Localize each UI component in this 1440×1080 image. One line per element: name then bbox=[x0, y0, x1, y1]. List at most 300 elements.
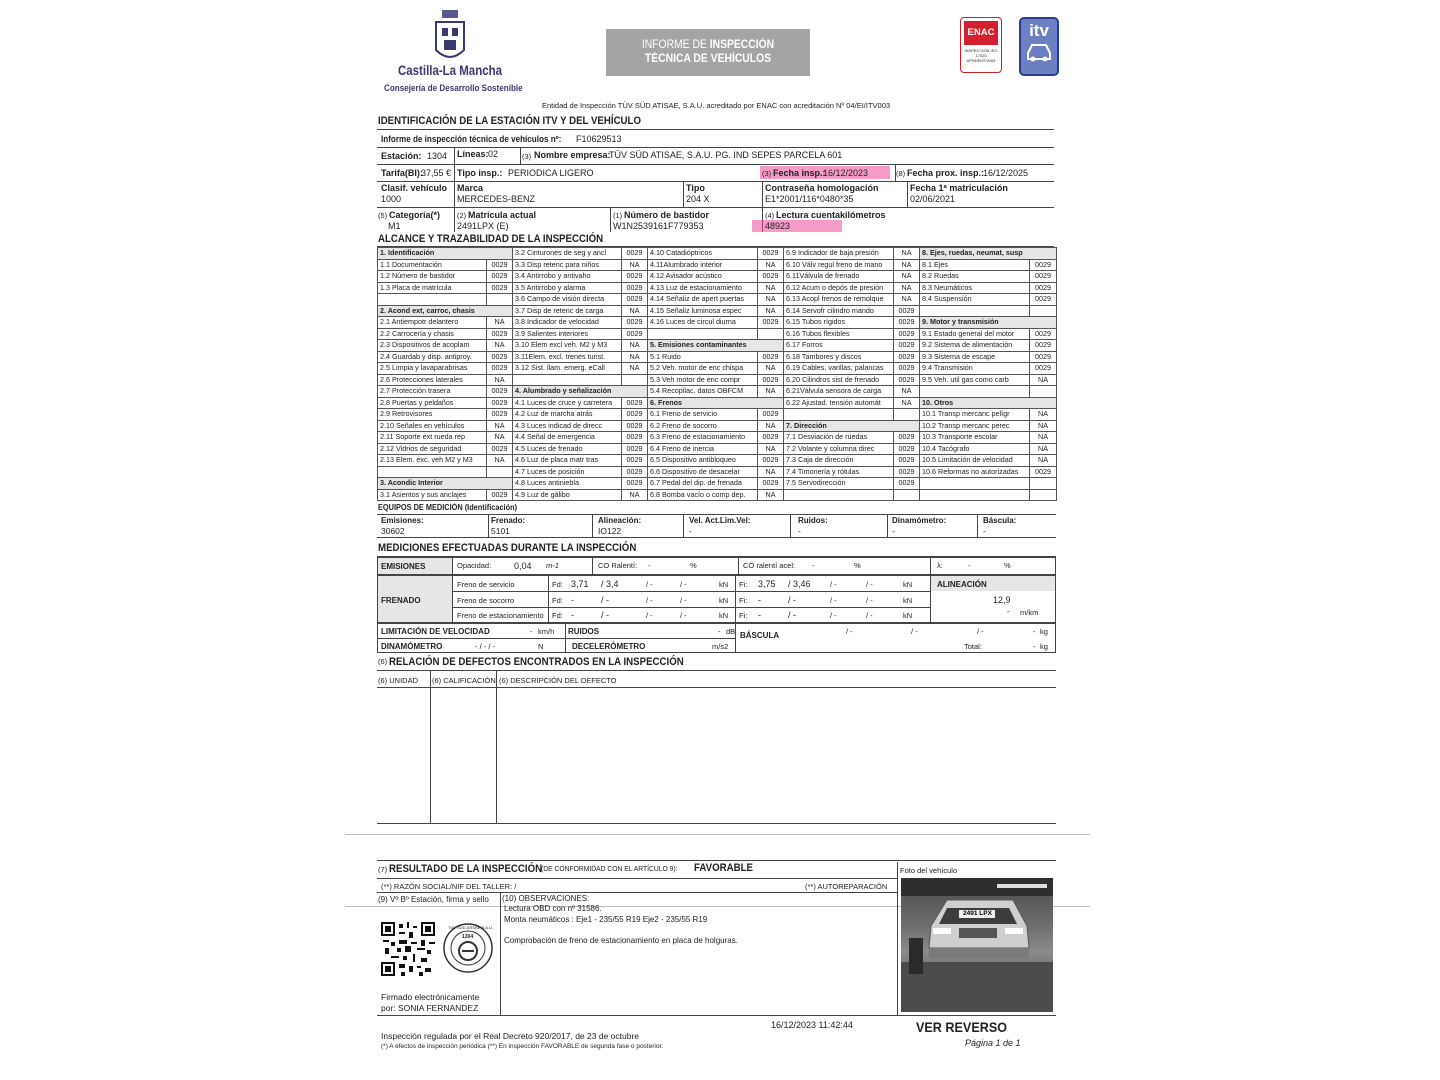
scope-item-label: 6. Frenos bbox=[648, 397, 784, 409]
scope-item-code: NA bbox=[1030, 420, 1057, 432]
bascula-value: / - bbox=[911, 627, 918, 636]
scope-item-label: 4.8 Luces antiniebla bbox=[513, 478, 622, 490]
brake-fi-value-2: / - bbox=[788, 610, 796, 620]
scope-item-code: 0029 bbox=[1030, 282, 1057, 294]
stamp-text: TÜV SÜD ATISAE S.A.U. bbox=[448, 925, 494, 930]
scope-item-label bbox=[648, 328, 758, 340]
scope-item-label: 3.5 Antirrobo y alarma bbox=[513, 282, 622, 294]
equipment-label: Emisiones: bbox=[381, 516, 424, 525]
scope-item-label: 2.8 Puertas y peldaños bbox=[378, 397, 487, 409]
dinamo-value: - / - / - bbox=[475, 642, 495, 651]
co-ralenti-label: CO Ralentí: bbox=[598, 561, 638, 570]
scope-item-label: 6.19 Cables, varillas, palancas bbox=[784, 363, 894, 375]
scope-item-code: NA bbox=[758, 443, 784, 455]
scope-item-label: 2.9 Retrovisores bbox=[378, 409, 487, 421]
scope-item-label: 6.11Válvula de frenado bbox=[784, 271, 894, 283]
scope-item-label: 8.1 Ejes bbox=[920, 259, 1030, 271]
brake-fi-value-4: / - bbox=[866, 580, 873, 589]
scope-row bbox=[378, 478, 1057, 490]
dinamo-label: DINAMÓMETRO bbox=[381, 642, 443, 651]
scope-item-label: 4.5 Luces de frenado bbox=[513, 443, 622, 455]
scope-item-code: 0029 bbox=[1030, 351, 1057, 363]
enac-badge: ENAC bbox=[964, 21, 998, 45]
scope-item-code: 0029 bbox=[487, 271, 513, 283]
page-number: Página 1 de 1 bbox=[965, 1038, 1021, 1048]
scope-item-label: 2.2 Carrocería y chasis bbox=[378, 328, 487, 340]
brake-fi-label: Fi: bbox=[739, 596, 748, 605]
scope-item-label bbox=[784, 409, 894, 421]
scope-item-code: 0029 bbox=[894, 351, 920, 363]
scope-item-code: 0029 bbox=[758, 432, 784, 444]
scope-item-label: 5. Emisiones contaminantes bbox=[648, 340, 784, 352]
equipment-label: Báscula: bbox=[983, 516, 1017, 525]
qr-code-icon bbox=[381, 922, 435, 976]
scope-row bbox=[378, 271, 1057, 283]
scope-item-label bbox=[920, 478, 1030, 490]
obs-label: (10) OBSERVACIONES: bbox=[502, 894, 590, 903]
scope-item-code: 0029 bbox=[487, 489, 513, 501]
enac-logo bbox=[960, 17, 1002, 73]
km-prefix: (4) bbox=[765, 211, 775, 220]
scope-item-code: 0029 bbox=[758, 271, 784, 283]
scope-item-label: 6.9 Indicador de baja presión bbox=[784, 248, 894, 260]
equipment-value: - bbox=[983, 526, 986, 536]
scope-row bbox=[378, 432, 1057, 444]
scope-item-label: 6.16 Tubos flexibles bbox=[784, 328, 894, 340]
clasif-value: 1000 bbox=[381, 194, 402, 204]
brake-fd-value-2: / - bbox=[601, 595, 609, 605]
categoria-prefix: (5) bbox=[378, 211, 388, 220]
fecha-prox-prefix: (8) bbox=[896, 169, 906, 178]
scope-item-label: 4.4 Señal de emergencia bbox=[513, 432, 622, 444]
scope-item-label: 3.8 Indicador de velocidad bbox=[513, 317, 622, 329]
total-value: - bbox=[1033, 642, 1036, 651]
ruidos-value: - bbox=[718, 627, 721, 636]
brake-fi-label: Fi: bbox=[739, 611, 748, 620]
limit-value: - bbox=[530, 627, 533, 636]
matricula-label: Matrícula actual bbox=[468, 210, 537, 220]
scope-row bbox=[378, 397, 1057, 409]
brake-fd-label: Fd: bbox=[552, 596, 563, 605]
scope-item-code: 0029 bbox=[622, 271, 648, 283]
scope-item-label: 9. Motor y transmisión bbox=[920, 317, 1057, 329]
castle-crest-icon bbox=[430, 10, 470, 65]
brake-fi-value-2: / - bbox=[788, 595, 796, 605]
scope-item-label: 6.7 Pedal del dip. de frenada bbox=[648, 478, 758, 490]
itv-label: itv bbox=[1029, 21, 1049, 40]
scope-item-code: 0029 bbox=[622, 248, 648, 260]
total-unit: kg bbox=[1040, 642, 1048, 651]
scope-item-code: NA bbox=[758, 420, 784, 432]
equipment-label: Frenado: bbox=[491, 516, 526, 525]
scope-item-code: 0029 bbox=[622, 328, 648, 340]
equipment-label: Dinamómetro: bbox=[892, 516, 947, 525]
limit-label: LIMITACIÓN DE VELOCIDAD bbox=[381, 627, 490, 636]
tipo-label: Tipo bbox=[686, 183, 705, 193]
bastidor-value: W1N2539161F779353 bbox=[613, 221, 704, 231]
company-prefix: (3) bbox=[522, 152, 532, 161]
scope-item-label: 3.9 Salientes interiores bbox=[513, 328, 622, 340]
brake-fd-unit: kN bbox=[719, 596, 729, 605]
scope-item-code: NA bbox=[622, 351, 648, 363]
measurements-title: MEDICIONES EFECTUADAS DURANTE LA INSPECCIÓN bbox=[378, 542, 637, 554]
scope-item-code: NA bbox=[487, 374, 513, 386]
scope-item-label: 6.18 Tambores y discos bbox=[784, 351, 894, 363]
scope-item-label: 3.3 Disp retenc para niños bbox=[513, 259, 622, 271]
scope-item-label: 8.3 Neumáticos bbox=[920, 282, 1030, 294]
brake-fd-value: - bbox=[571, 595, 574, 605]
scope-item-label: 2.10 Señales en vehículos bbox=[378, 420, 487, 432]
scope-item-code: 0029 bbox=[1030, 328, 1057, 340]
scope-item-code: NA bbox=[487, 317, 513, 329]
scope-item-label: 6.12 Acum o depós de presión bbox=[784, 282, 894, 294]
bascula-value: - bbox=[1033, 627, 1036, 636]
brake-fi-value: - bbox=[758, 595, 761, 605]
scope-item-label: 2.4 Guardab y disp. antiproy. bbox=[378, 351, 487, 363]
scope-item-code: NA bbox=[622, 340, 648, 352]
photo-label: Foto del vehículo bbox=[900, 866, 958, 875]
categoria-value: M1 bbox=[388, 221, 401, 231]
clasif-label: Clasif. vehículo bbox=[381, 183, 448, 193]
alineacion-value: 12,9 bbox=[993, 595, 1011, 605]
result-conformity: (DE CONFORMIDAD CON EL ARTÍCULO 9): bbox=[541, 864, 678, 873]
scope-item-code: NA bbox=[894, 248, 920, 260]
brake-fd-value: - bbox=[571, 610, 574, 620]
equipment-value: IO122 bbox=[598, 526, 622, 536]
contrasena-value: E1*2001/116*0480*35 bbox=[765, 194, 854, 204]
frenado-label: FRENADO bbox=[381, 596, 421, 605]
scope-item-code: 0029 bbox=[1030, 466, 1057, 478]
lines-value: 02 bbox=[488, 149, 499, 159]
scope-item-code: 0029 bbox=[622, 443, 648, 455]
scope-item-code: 0029 bbox=[894, 363, 920, 375]
fecha-prox-value: 16/12/2025 bbox=[983, 168, 1029, 178]
scope-item-label: 3.10 Elem excl veh. M2 y M3 bbox=[513, 340, 622, 352]
scope-item-code: NA bbox=[487, 455, 513, 467]
scope-item-label bbox=[378, 294, 487, 306]
brake-fd-label: Fd: bbox=[552, 580, 563, 589]
scope-item-code: NA bbox=[894, 259, 920, 271]
vehicle-plate: 2491 LPX bbox=[963, 910, 992, 917]
scope-item-label: 7.3 Caja de dirección bbox=[784, 455, 894, 467]
fecha-matric-value: 02/06/2021 bbox=[910, 194, 956, 204]
fecha-matric-label: Fecha 1ª matriculación bbox=[910, 183, 1008, 193]
scope-item-code: 0029 bbox=[622, 397, 648, 409]
equipment-label: Alineación: bbox=[598, 516, 642, 525]
equipment-title: EQUIPOS DE MEDICIÓN (Identificación) bbox=[378, 503, 518, 512]
scope-item-code: NA bbox=[487, 420, 513, 432]
total-label: Total: bbox=[964, 642, 982, 651]
scope-item-label: 1. Identificación bbox=[378, 248, 513, 260]
scope-item-label bbox=[784, 489, 894, 501]
scope-item-label: 8.4 Suspensión bbox=[920, 294, 1030, 306]
scope-row bbox=[378, 305, 1057, 317]
scope-item-code: NA bbox=[1030, 409, 1057, 421]
scope-item-label: 4.14 Señaliz de apert puertas bbox=[648, 294, 758, 306]
brake-fd-label: Fd: bbox=[552, 611, 563, 620]
lambda-label: λ: bbox=[937, 561, 943, 570]
equipment-label: Ruidos: bbox=[798, 516, 828, 525]
scope-item-code bbox=[622, 374, 648, 386]
scope-item-label bbox=[378, 466, 487, 478]
lines-label: Líneas: bbox=[457, 149, 489, 159]
scope-item-code bbox=[1030, 305, 1057, 317]
bascula-unit: kg bbox=[1040, 627, 1048, 636]
fecha-insp-prefix: (3) bbox=[762, 169, 772, 178]
scope-item-code: 0029 bbox=[622, 294, 648, 306]
brake-fi-unit: kN bbox=[903, 596, 913, 605]
scope-item-label: 6.20 Cilindros sist de frenado bbox=[784, 374, 894, 386]
scope-row bbox=[378, 374, 1057, 386]
scope-item-code: NA bbox=[622, 363, 648, 375]
scope-item-label bbox=[920, 386, 1030, 398]
scope-item-label: 2.13 Elem. exc. veh M2 y M3 bbox=[378, 455, 487, 467]
report-no-value: F10629513 bbox=[576, 134, 622, 144]
scope-row bbox=[378, 466, 1057, 478]
scope-item-code bbox=[487, 466, 513, 478]
opacidad-value: 0,04 bbox=[514, 561, 532, 571]
equipment-value: 30602 bbox=[381, 526, 405, 536]
scope-item-label: 3.6 Campo de visión directa bbox=[513, 294, 622, 306]
autorep-label: (**) AUTOREPARACIÓN bbox=[805, 882, 888, 891]
scope-item-code: 0029 bbox=[622, 478, 648, 490]
brake-row-label: Freno de servicio bbox=[457, 580, 515, 589]
scope-item-label: 3.2 Cinturones de seg y ancl bbox=[513, 248, 622, 260]
scope-item-label: 2.5 Limpia y lavaparabrisas bbox=[378, 363, 487, 375]
scope-item-label bbox=[513, 374, 622, 386]
scope-row bbox=[378, 420, 1057, 432]
brake-fd-value-3: / - bbox=[646, 611, 653, 620]
scope-item-label: 7.1 Desviación de ruedas bbox=[784, 432, 894, 444]
scope-item-label: 1.2 Número de bastidor bbox=[378, 271, 487, 283]
emisiones-label: EMISIONES bbox=[381, 562, 426, 571]
scope-item-label: 7.5 Servodirección bbox=[784, 478, 894, 490]
scope-item-label: 10. Otros bbox=[920, 397, 1057, 409]
scope-item-label bbox=[920, 305, 1030, 317]
brake-fi-value-4: / - bbox=[866, 611, 873, 620]
scope-item-label: 3. Acondic Interior bbox=[378, 478, 513, 490]
scope-item-code: NA bbox=[894, 282, 920, 294]
scope-row bbox=[378, 351, 1057, 363]
brake-fd-value-2: / 3,4 bbox=[601, 579, 619, 589]
brake-fi-value-2: / 3,46 bbox=[788, 579, 811, 589]
scope-item-code: 0029 bbox=[894, 478, 920, 490]
scope-item-label: 5.4 Recopilac. datos OBFCM bbox=[648, 386, 758, 398]
scope-item-code: 0029 bbox=[894, 455, 920, 467]
scope-item-label: 5.1 Ruido bbox=[648, 351, 758, 363]
scope-item-code: 0029 bbox=[622, 455, 648, 467]
signed-line1: Firmado electrónicamente bbox=[381, 992, 480, 1002]
co-acel-label: CO ralentí acel: bbox=[743, 561, 796, 570]
scope-item-label: 4.1 Luces de cruce y carretera bbox=[513, 397, 622, 409]
scope-item-code: 0029 bbox=[1030, 363, 1057, 375]
scope-item-label: 4.13 Luz de estacionamiento bbox=[648, 282, 758, 294]
report-title-banner bbox=[606, 29, 810, 76]
scope-item-code: 0029 bbox=[487, 443, 513, 455]
tarifa-value: 37,55 € bbox=[421, 168, 452, 178]
tuv-stamp bbox=[442, 922, 494, 974]
alineacion-dash: - bbox=[1007, 607, 1010, 616]
car-icon bbox=[1024, 41, 1054, 63]
scope-item-code: 0029 bbox=[894, 317, 920, 329]
itv-logo bbox=[1019, 17, 1059, 76]
equipment-value: - bbox=[798, 526, 801, 536]
scope-item-label: 6.8 Bomba vacío o comp dep. bbox=[648, 489, 758, 501]
brake-fi-label: Fi: bbox=[739, 580, 748, 589]
brake-row-label: Freno de socorro bbox=[457, 596, 515, 605]
scope-item-label: 2.12 Vidrios de seguridad bbox=[378, 443, 487, 455]
scope-item-code: 0029 bbox=[622, 282, 648, 294]
vehicle-photo bbox=[901, 878, 1053, 1012]
decel-label: DECELERÓMETRO bbox=[572, 642, 646, 651]
brake-fd-unit: kN bbox=[719, 580, 729, 589]
scope-item-code: 0029 bbox=[487, 259, 513, 271]
scope-item-label: 10.2 Transp mercanc perec bbox=[920, 420, 1030, 432]
matricula-prefix: (2) bbox=[457, 211, 467, 220]
scope-item-code: 0029 bbox=[622, 420, 648, 432]
scope-item-label: 3.11Elem. excl. trenes turist. bbox=[513, 351, 622, 363]
scope-item-label: 2.3 Dispositivos de acoplam bbox=[378, 340, 487, 352]
scope-item-label: 9.4 Transmisión bbox=[920, 363, 1030, 375]
scope-item-label: 3.12 Sist. llam. emerg. eCall bbox=[513, 363, 622, 375]
scope-item-label: 6.5 Dispositivo antibloqueo bbox=[648, 455, 758, 467]
taller-label: (**) RAZÓN SOCIAL/NIF DEL TALLER: / bbox=[381, 882, 517, 891]
company-value: TÜV SÜD ATISAE, S.A.U. PG. IND SEPES PARCELA 601 bbox=[609, 150, 843, 160]
scope-item-code: 0029 bbox=[758, 317, 784, 329]
scope-table bbox=[377, 247, 1057, 501]
scope-item-label: 4.10 Catadióptricos bbox=[648, 248, 758, 260]
defects-col-desc: (6) DESCRIPCIÓN DEL DEFECTO bbox=[499, 676, 617, 685]
ruidos-label: RUIDOS bbox=[568, 627, 600, 636]
scope-item-code: 0029 bbox=[622, 466, 648, 478]
scope-row bbox=[378, 340, 1057, 352]
scope-item-code bbox=[1030, 489, 1057, 501]
obs-line2: Monta neumáticos : Eje1 - 235/55 R19 Eje2 - 235/55 R19 bbox=[504, 915, 708, 924]
signed-line2: por: SONIA FERNANDEZ bbox=[381, 1003, 479, 1013]
tarifa-label: Tarifa(BI): bbox=[381, 168, 423, 178]
dinamo-unit: N bbox=[538, 642, 544, 651]
matricula-value: 2491LPX (E) bbox=[457, 221, 509, 231]
scope-item-code: 0029 bbox=[894, 466, 920, 478]
brake-fd-value-3: / - bbox=[646, 596, 653, 605]
tipo-insp-label: Tipo insp.: bbox=[457, 168, 503, 178]
scope-item-code: NA bbox=[894, 294, 920, 306]
fecha-insp-value: 16/12/2023 bbox=[823, 168, 869, 178]
scope-item-label: 8. Ejes, ruedas, neumat, susp bbox=[920, 248, 1057, 260]
scope-row bbox=[378, 386, 1057, 398]
bastidor-prefix: (1) bbox=[613, 211, 623, 220]
scope-item-label: 4.3 Luces indicad de direcc bbox=[513, 420, 622, 432]
scope-item-code: NA bbox=[894, 386, 920, 398]
scope-item-label: 9.5 Veh. util gas como carb bbox=[920, 374, 1030, 386]
footer-regulation: Inspección regulada por el Real Decreto 920/2017, de 23 de octubre bbox=[381, 1031, 640, 1041]
scope-item-code: 0029 bbox=[758, 374, 784, 386]
brake-fd-value-4: / - bbox=[680, 611, 687, 620]
opacidad-unit: m-1 bbox=[546, 561, 559, 570]
report-title-bold: INSPECCIÓN bbox=[709, 39, 775, 51]
co-acel-value: - bbox=[812, 561, 815, 570]
result-title: RESULTADO DE LA INSPECCIÓN bbox=[389, 863, 543, 875]
result-value: FAVORABLE bbox=[694, 862, 753, 874]
scope-item-label: 1.3 Placa de matrícula bbox=[378, 282, 487, 294]
scope-item-label: 4.9 Luz de gálibo bbox=[513, 489, 622, 501]
scope-item-label: 3.1 Asientos y sus anclajes bbox=[378, 489, 487, 501]
scope-item-label: 4. Alumbrado y señalización bbox=[513, 386, 648, 398]
scope-item-code: 0029 bbox=[758, 409, 784, 421]
brake-fi-value: - bbox=[758, 610, 761, 620]
scope-item-code: NA bbox=[1030, 455, 1057, 467]
scope-item-code: NA bbox=[758, 363, 784, 375]
brake-fi-value-3: / - bbox=[830, 611, 837, 620]
scope-item-code: NA bbox=[487, 340, 513, 352]
bascula-label: BÁSCULA bbox=[740, 631, 780, 640]
tipo-value: 204 X bbox=[686, 194, 710, 204]
scope-item-label: 6.22 Ajustad. tensión automát bbox=[784, 397, 894, 409]
scope-row bbox=[378, 282, 1057, 294]
scope-item-label: 9.1 Estado general del motor bbox=[920, 328, 1030, 340]
report-title-light: INFORME DE bbox=[641, 39, 710, 51]
scope-item-code bbox=[1030, 478, 1057, 490]
scope-item-label: 10.4 Tacógrafo bbox=[920, 443, 1030, 455]
scope-item-code: 0029 bbox=[487, 409, 513, 421]
equipment-value: - bbox=[689, 526, 692, 536]
qr-code bbox=[381, 922, 435, 976]
scope-item-code: 0029 bbox=[758, 351, 784, 363]
brake-row-label: Freno de estacionamiento bbox=[457, 611, 544, 620]
stamp-number: 1304 bbox=[462, 934, 474, 940]
scope-item-label: 6.2 Freno de socorro bbox=[648, 420, 758, 432]
scope-item-code: NA bbox=[758, 282, 784, 294]
scope-item-code: 0029 bbox=[622, 432, 648, 444]
brake-fd-value-4: / - bbox=[680, 596, 687, 605]
company-label: Nombre empresa: bbox=[534, 150, 611, 160]
brake-fi-value: 3,75 bbox=[758, 579, 776, 589]
scope-item-label: 5.3 Veh motor de enc compr bbox=[648, 374, 758, 386]
marca-value: MERCEDES-BENZ bbox=[457, 194, 536, 204]
region-name: Castilla-La Mancha bbox=[398, 62, 502, 78]
scope-item-label: 3.7 Disp de retenc de carga bbox=[513, 305, 622, 317]
scope-item-code: 0029 bbox=[487, 351, 513, 363]
brake-fi-value-4: / - bbox=[866, 596, 873, 605]
footer-timestamp: 16/12/2023 11:42:44 bbox=[771, 1020, 853, 1030]
scope-item-code: NA bbox=[758, 386, 784, 398]
alineacion-unit: m/km bbox=[1020, 608, 1039, 617]
alineacion-label: ALINEACIÓN bbox=[937, 580, 987, 589]
scope-item-label: 2.6 Protecciones laterales bbox=[378, 374, 487, 386]
scope-item-code bbox=[894, 409, 920, 421]
scope-row bbox=[378, 409, 1057, 421]
defects-title: RELACIÓN DE DEFECTOS ENCONTRADOS EN LA INSPECCIÓN bbox=[389, 656, 684, 668]
scope-item-label: 2. Acond ext, carroc, chasis bbox=[378, 305, 513, 317]
scope-item-label: 4.12 Avisador acústico bbox=[648, 271, 758, 283]
scope-row bbox=[378, 455, 1057, 467]
brake-fi-value-3: / - bbox=[830, 596, 837, 605]
scope-item-code: NA bbox=[894, 271, 920, 283]
co-ralenti-unit: % bbox=[690, 561, 697, 570]
scope-item-code bbox=[1030, 386, 1057, 398]
scope-item-label: 10.3 Transporte escolar bbox=[920, 432, 1030, 444]
scope-item-code: NA bbox=[1030, 443, 1057, 455]
scope-item-code: 0029 bbox=[1030, 340, 1057, 352]
tipo-insp-value: PERIODICA LIGERO bbox=[508, 168, 594, 178]
scope-item-code: NA bbox=[1030, 432, 1057, 444]
scope-item-code: NA bbox=[622, 259, 648, 271]
scope-row bbox=[378, 363, 1057, 375]
km-value: 48923 bbox=[765, 221, 791, 231]
scope-row bbox=[378, 259, 1057, 271]
scope-item-label: 6.6 Dispositivo de desacelar bbox=[648, 466, 758, 478]
brake-fd-value-3: / - bbox=[646, 580, 653, 589]
